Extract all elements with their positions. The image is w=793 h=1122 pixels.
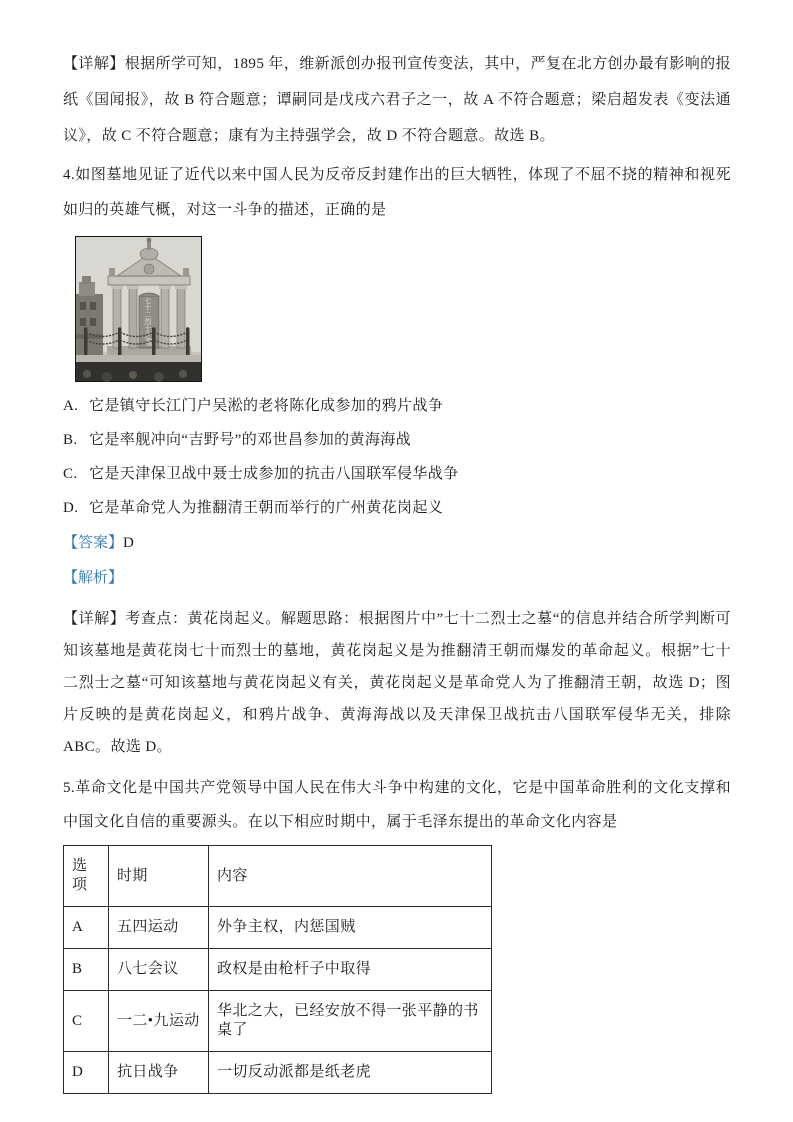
option-c-label: C. bbox=[63, 466, 78, 482]
question4-monument-photo bbox=[75, 236, 202, 382]
option-a-label: A. bbox=[63, 398, 79, 414]
row-c-content: 华北之大，已经安放不得一张平静的书桌了 bbox=[209, 991, 492, 1052]
row-d-period: 抗日战争 bbox=[109, 1052, 209, 1094]
row-c-period: 一二•九运动 bbox=[109, 991, 209, 1052]
row-a-content: 外争主权，内惩国贼 bbox=[209, 907, 492, 949]
row-a-period: 五四运动 bbox=[109, 907, 209, 949]
option-d-label: D. bbox=[63, 500, 79, 516]
table-row bbox=[64, 949, 492, 991]
table-header-row bbox=[64, 846, 492, 907]
option-c-text: 它是天津保卫战中聂士成参加的抗击八国联军侵华战争 bbox=[89, 466, 459, 482]
q3-explanation-text: 根据所学可知，1895 年，维新派创办报刊宣传变法，其中，严复在北方创办最有影响的报纸《国闻报》，故 B 符合题意；谭嗣同是戊戌六君子之一，故 A 不符合题意；梁启超发表《变法通议》，故 C 不符合题意；康有为主持强学会，故 D 不符合题意。故选 B。 bbox=[63, 56, 731, 144]
question4-analysis-line bbox=[63, 568, 731, 588]
question4-options bbox=[63, 396, 731, 518]
stele-inscription: 七 十 二 烈 士 之 墓 bbox=[144, 297, 153, 347]
table-row bbox=[64, 907, 492, 949]
row-b-option: B bbox=[64, 949, 109, 991]
row-a-option: A bbox=[64, 907, 109, 949]
row-b-content: 政权是由枪杆子中取得 bbox=[209, 949, 492, 991]
monument-photo-illustration bbox=[75, 236, 202, 382]
row-d-option: D bbox=[64, 1052, 109, 1094]
answer-label: 【答案】 bbox=[63, 535, 124, 551]
question4-stem: 4.如图墓地见证了近代以来中国人民为反帝反封建作出的巨大牺牲，体现了不屈不挠的精神和视死如归的英雄气概，对这一斗争的描述，正确的是 bbox=[63, 167, 731, 218]
row-d-content: 一切反动派都是纸老虎 bbox=[209, 1052, 492, 1094]
q4-detail-text: 考查点：黄花岗起义。解题思路：根据图片中”七十二烈士之墓“的信息并结合所学判断可知该墓地是黄花岗七十而烈士的墓地，黄花岗起义是为推翻清王朝而爆发的革命起义。根据”七十二烈士之墓“可知该墓地与黄花岗起义有关，黄花岗起义是革命党人为了推翻清王朝，故选 D；图片反映的是黄花岗起义，和鸦片战争、黄海海战以及天津保卫战抗击八国联军侵华无关，排除 ABC。故选 D。 bbox=[63, 611, 731, 755]
row-c-option: C bbox=[64, 991, 109, 1052]
question5-table bbox=[63, 845, 492, 1094]
table-row bbox=[64, 991, 492, 1052]
row-b-period: 八七会议 bbox=[109, 949, 209, 991]
option-d-text: 它是革命党人为推翻清王朝而举行的广州黄花岗起义 bbox=[89, 500, 444, 516]
table-row bbox=[64, 1052, 492, 1094]
header-period: 时期 bbox=[109, 846, 209, 907]
question4-detail-paragraph bbox=[63, 603, 731, 763]
q4-detail-label: 【详解】 bbox=[63, 611, 126, 627]
analysis-label: 【解析】 bbox=[63, 570, 124, 586]
question5-stem: 5.革命文化是中国共产党领导中国人民在伟大斗争中构建的文化，它是中国革命胜利的文化支撑和中国文化自信的重要源头。在以下相应时期中，属于毛泽东提出的革命文化内容是 bbox=[63, 780, 731, 830]
answer-value: D bbox=[123, 535, 134, 551]
q3-explanation-paragraph bbox=[63, 46, 731, 154]
header-option: 选项 bbox=[64, 846, 109, 907]
q3-explanation-label: 【详解】 bbox=[63, 56, 125, 72]
question4-answer-line bbox=[63, 533, 731, 553]
header-content: 内容 bbox=[209, 846, 492, 907]
option-b-text: 它是率舰冲向“吉野号”的邓世昌参加的黄海海战 bbox=[89, 432, 412, 448]
question4-option-b bbox=[63, 430, 731, 450]
option-a-text: 它是镇守长江门户吴淞的老将陈化成参加的鸦片战争 bbox=[89, 398, 444, 414]
question4-option-c bbox=[63, 464, 731, 484]
question4-option-a bbox=[63, 396, 731, 416]
option-b-label: B. bbox=[63, 432, 78, 448]
question4-option-d bbox=[63, 498, 731, 518]
